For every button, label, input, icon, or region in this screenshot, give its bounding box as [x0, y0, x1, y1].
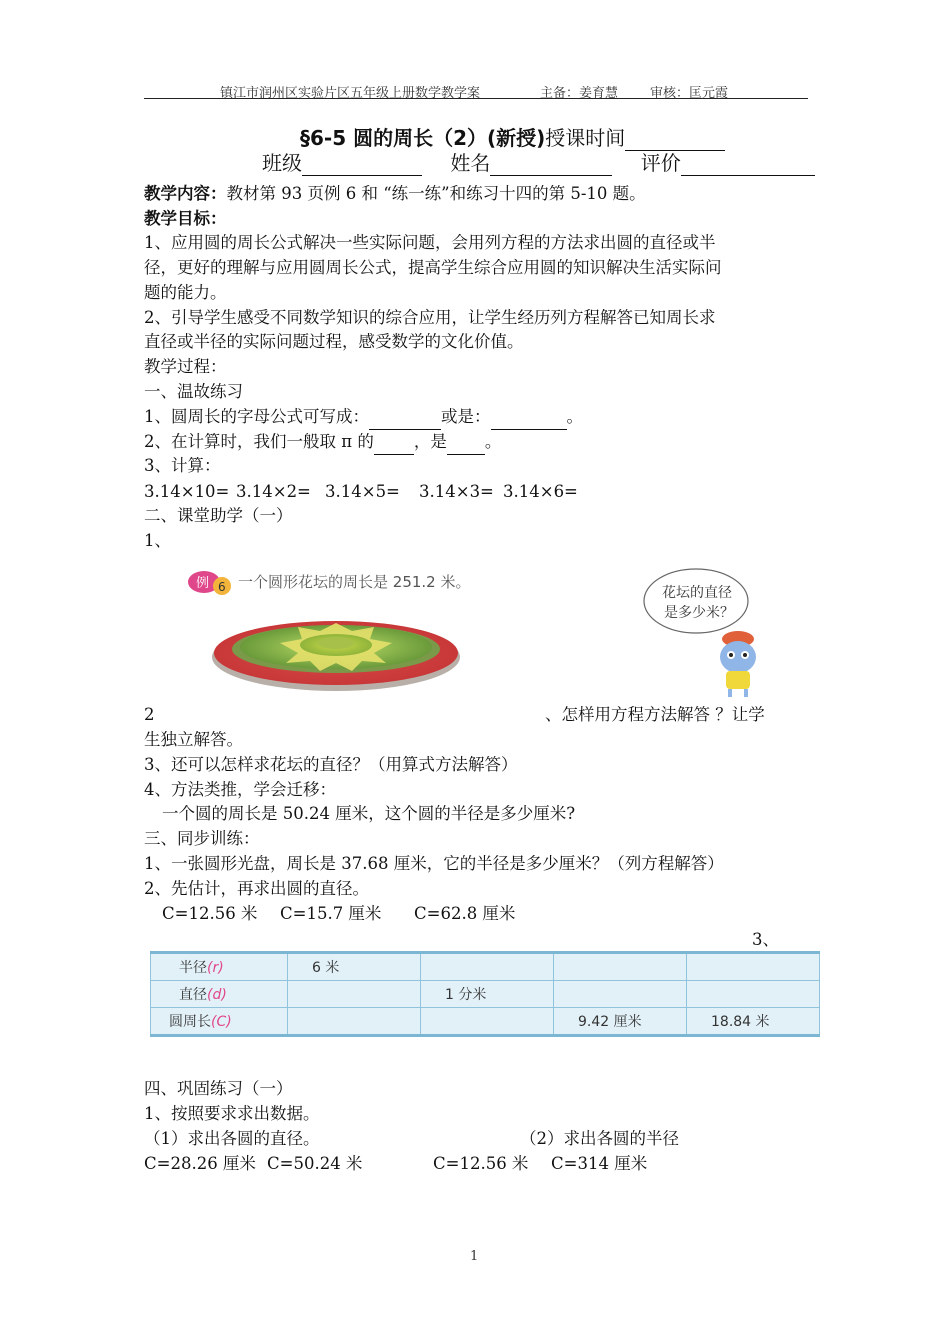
table-cell[interactable]: 9.42 厘米: [554, 1008, 687, 1036]
name-label: 姓名: [450, 151, 491, 175]
bubble-line-1: 花坛的直径: [662, 585, 732, 601]
header-reviewer: 审核：匡元霞: [650, 86, 729, 101]
goal-2-line-1: 2、引导学生感受不同数学知识的综合应用，让学生经历列方程解答已知周长求: [144, 308, 716, 327]
section-3-title: 三、同步训练：: [144, 829, 260, 848]
calc-3: 3.14×5=: [325, 482, 400, 501]
q1-text-a: 1、圆周长的字母公式可写成：: [144, 407, 369, 426]
calc-1: 3.14×10=: [144, 482, 230, 501]
section-2-q4: 4、方法类推，学会迁移：: [144, 780, 336, 799]
section-2-q4-text: 一个圆的周长是 50.24 厘米，这个圆的半径是多少厘米?: [162, 804, 576, 823]
section-2-q2-text: 、怎样用方程方法解答 ？让学: [545, 705, 765, 724]
student-info: [262, 147, 815, 176]
q2-blank-1[interactable]: [374, 436, 414, 455]
q2-text-b: ，是: [413, 432, 447, 451]
table-row: [151, 953, 820, 981]
row-label-diameter: [151, 981, 288, 1008]
section-2-q2-num: 2: [144, 705, 155, 724]
row-label-text: 直径: [179, 987, 207, 1003]
q1-blank-1[interactable]: [369, 411, 441, 430]
table-cell[interactable]: [288, 1008, 421, 1036]
title-time-label: 授课时间: [545, 126, 626, 150]
q2-text-a: 2、在计算时，我们一般取 π 的: [144, 432, 374, 451]
table-cell[interactable]: [554, 953, 687, 981]
calc-5: 3.14×6=: [503, 482, 578, 501]
name-blank[interactable]: [490, 153, 612, 176]
row-label-circumference: [151, 1008, 288, 1036]
row-symbol: (C): [211, 1014, 232, 1030]
row-symbol: (r): [207, 960, 224, 976]
example-text: 一个圆形花坛的周长是 251.2 米。: [238, 573, 471, 591]
section-4-q1: 1、按照要求求出数据。: [144, 1104, 320, 1123]
section-1-q2: [144, 430, 501, 455]
table-cell[interactable]: [687, 981, 820, 1008]
class-label: 班级: [262, 151, 302, 175]
s4-value-1: C=28.26 厘米: [144, 1154, 256, 1173]
header-author: 主备：姜育慧: [540, 86, 619, 101]
s3-value-1: C=12.56 米: [162, 904, 258, 923]
row-label-text: 半径: [179, 960, 207, 976]
table-cell[interactable]: 6 米: [288, 953, 421, 981]
circle-table: [150, 951, 820, 1037]
row-symbol: (d): [207, 987, 227, 1003]
flowerbed-illustration: [186, 563, 766, 699]
section-2-q1: 1、: [144, 531, 171, 550]
table-row: [151, 1008, 820, 1036]
goal-1-line-1: 1、应用圆的周长公式解决一些实际问题，会用列方程的方法求出圆的直径或半: [144, 233, 716, 252]
title-main: §6-5 圆的周长（2）(新授): [300, 126, 546, 150]
s4-value-4: C=314 厘米: [551, 1154, 648, 1173]
header-school: 镇江市润州区实验片区五年级上册数学教学案: [220, 86, 481, 101]
section-2-q3: 3、还可以怎样求花坛的直径？（用算式方法解答）: [144, 755, 518, 774]
q2-blank-2[interactable]: [447, 436, 485, 455]
goal-2-line-2: 直径或半径的实际问题过程，感受数学的文化价值。: [144, 332, 524, 351]
s3-value-3: C=62.8 厘米: [414, 904, 516, 923]
section-3-q1: 1、一张圆形光盘，周长是 37.68 厘米，它的半径是多少厘米？（列方程解答）: [144, 854, 724, 873]
class-blank[interactable]: [302, 153, 422, 176]
q2-text-c: 。: [484, 432, 502, 451]
cat-character-icon: [720, 631, 756, 697]
table-cell[interactable]: [421, 953, 554, 981]
process-label: 教学过程：: [144, 357, 227, 376]
content-text: 教材第 93 页例 6 和 “练一练”和练习十四的第 5-10 题。: [226, 184, 646, 203]
row-label-radius: [151, 953, 288, 981]
goal-1-line-3: 题的能力。: [144, 283, 227, 302]
q1-blank-2[interactable]: [491, 411, 567, 430]
bubble-line-2: 是多少米？: [664, 605, 734, 621]
section-2-q2-cont: 生独立解答。: [144, 730, 243, 749]
section-4-title: 四、巩固练习（一）: [144, 1079, 293, 1098]
section-1-q1: [144, 405, 583, 430]
table-cell[interactable]: 1 分米: [421, 981, 554, 1008]
badge-number: 6: [218, 580, 226, 594]
speech-bubble: [644, 569, 748, 633]
q1-text-b: 或是：: [441, 407, 491, 426]
content-line: [144, 182, 646, 207]
section-1-title: 一、温故练习: [144, 382, 243, 401]
table-cell[interactable]: [687, 953, 820, 981]
example-badge: [188, 571, 231, 595]
eval-label: 评价: [640, 151, 681, 175]
section-2-title: 二、课堂助学（一）: [144, 506, 293, 525]
page-header: [144, 82, 808, 99]
calc-4: 3.14×3=: [419, 482, 494, 501]
section-1-q3: 3、计算：: [144, 456, 221, 475]
table-row: [151, 981, 820, 1008]
goals-label: 教学目标：: [144, 209, 227, 228]
s3-value-2: C=15.7 厘米: [280, 904, 382, 923]
goal-1-line-2: 径，更好的理解与应用圆周长公式，提高学生综合应用圆的知识解决生活实际问: [144, 258, 722, 277]
section-4-sub1: （1）求出各圆的直径。: [144, 1129, 320, 1148]
table-cell[interactable]: [554, 981, 687, 1008]
badge-text: 例: [196, 576, 210, 591]
s4-value-2: C=50.24 米: [267, 1154, 363, 1173]
content-label: 教学内容：: [144, 184, 227, 203]
page-number: 1: [470, 1249, 479, 1264]
calc-2: 3.14×2=: [236, 482, 311, 501]
table-cell[interactable]: 18.84 米: [687, 1008, 820, 1036]
q1-text-c: 。: [566, 407, 583, 426]
flowerbed-icon: [212, 621, 460, 691]
section-3-q3: 3、: [752, 930, 779, 949]
example-illustration: [186, 563, 766, 699]
eval-blank[interactable]: [681, 153, 815, 176]
section-4-sub2: （2）求出各圆的半径: [520, 1129, 679, 1148]
table-cell[interactable]: [421, 1008, 554, 1036]
table-cell[interactable]: [288, 981, 421, 1008]
row-label-text: 圆周长: [169, 1014, 211, 1030]
section-3-q2: 2、先估计，再求出圆的直径。: [144, 879, 369, 898]
s4-value-3: C=12.56 米: [433, 1154, 529, 1173]
